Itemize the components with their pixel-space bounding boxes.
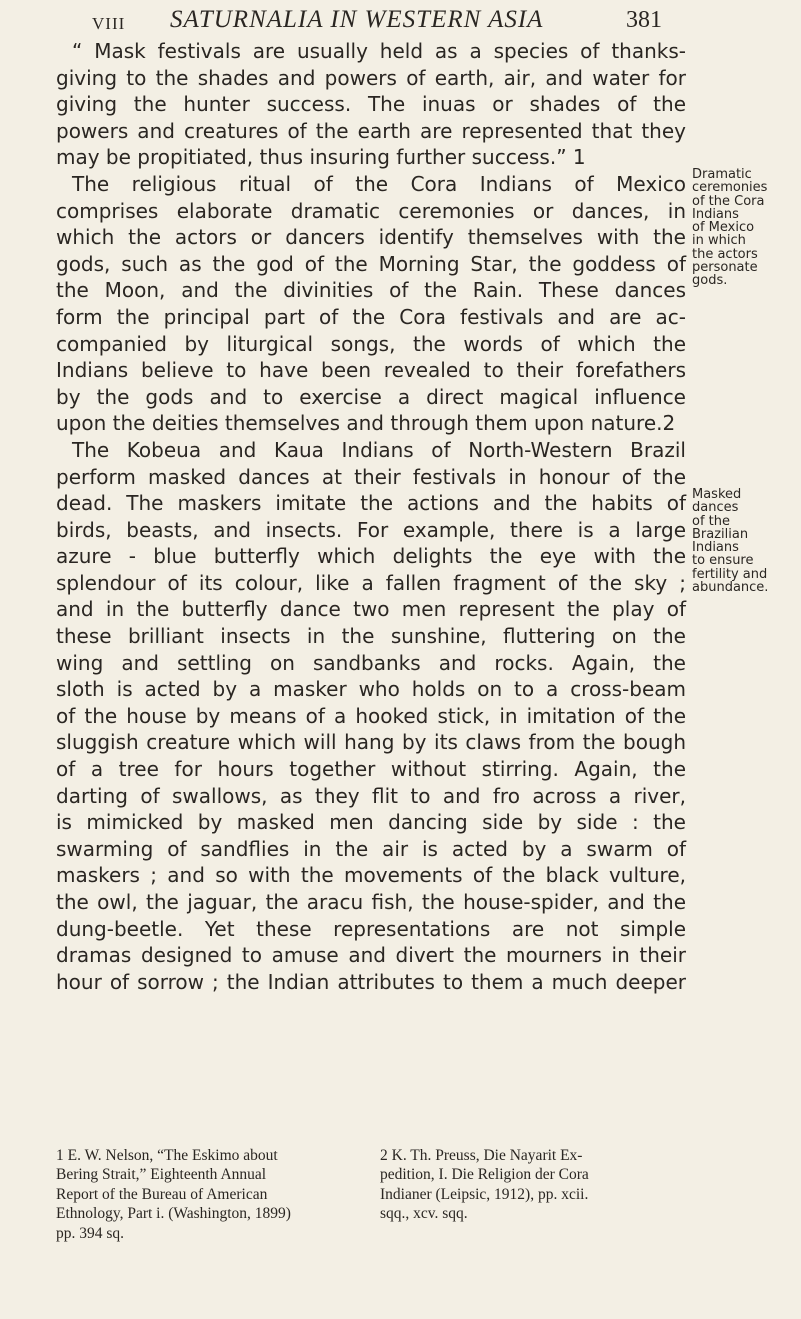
margin-note-line: of the (692, 513, 730, 529)
margin-note-line: of Mexico (692, 220, 755, 236)
body-line: of the house by means of a hooked stick, in imitation of the (56, 703, 686, 728)
margin-note-line: Indians (692, 206, 739, 222)
body-line: the owl, the jaguar, the aracu fish, the house-spider, and the (56, 890, 686, 914)
body-line: gods, such as the god of the Morning Star, the goddess of (56, 251, 686, 276)
footnote-line: Indianer (Leipsic, 1912), pp. xcii. (380, 1185, 589, 1203)
footnote-line: 2 K. Th. Preuss, Die Nayarit Ex- (380, 1147, 583, 1164)
body-line: upon the deities themselves and through them upon nature.2 (56, 411, 676, 436)
body-line: birds, beasts, and insects. For example, there is a large (56, 517, 686, 542)
body-line: Indians believe to have been revealed to their forefathers (56, 358, 686, 383)
margin-note-line: Indians (692, 540, 739, 556)
footnote-1 (56, 1146, 364, 1243)
body-line: splendour of its colour, like a fallen fragment of the sky ; (56, 570, 686, 595)
margin-note-line: Dramatic (692, 167, 752, 182)
body-line: which the actors or dancers identify themselves with the (56, 225, 686, 250)
footnote-line: pp. 394 sq. (56, 1224, 125, 1242)
body-line: azure - blue butterfly which delights the eye with the (56, 544, 686, 569)
body-line: giving to the shades and powers of earth, air, and water for (56, 65, 686, 90)
page-number: 381 (626, 7, 662, 33)
body-line: “ Mask festivals are usually held as a species of thanks- (72, 39, 686, 63)
margin-note-line: gods. (692, 273, 728, 289)
footnote-line: 1 E. W. Nelson, “The Eskimo about (56, 1147, 278, 1164)
body-line: sluggish creature which will hang by its claws from the bough (56, 730, 686, 755)
body-line: comprises elaborate dramatic ceremonies or dances, in (56, 198, 686, 223)
margin-note-line: fertility and (692, 566, 768, 582)
margin-note-line: in which (692, 233, 746, 249)
body-line: the Moon, and the divinities of the Rain. These dances (56, 278, 686, 303)
body-line: powers and creatures of the earth are represented that they (56, 118, 686, 143)
footnote-line: pedition, I. Die Religion der Cora (380, 1166, 589, 1184)
margin-note-line: to ensure (692, 553, 754, 569)
body-line: companied by liturgical songs, the words of which the (56, 331, 686, 356)
footnote-line: sqq., xcv. sqq. (380, 1205, 468, 1223)
margin-note-line: personate (692, 260, 758, 276)
body-line: is mimicked by masked men dancing side by side : the (56, 810, 686, 835)
body-line: wing and settling on sandbanks and rocks. Again, the (56, 650, 686, 675)
body-line: and in the butterfly dance two men represent the play of (56, 597, 686, 622)
margin-note-line: ceremonies (692, 180, 768, 196)
margin-note-line: abundance. (692, 580, 769, 596)
footnote-line: Bering Strait,” Eighteenth Annual (56, 1166, 267, 1184)
body-line: by the gods and to exercise a direct magical influence (56, 384, 686, 409)
margin-note-dramatic (692, 168, 767, 288)
body-line: The religious ritual of the Cora Indians of Mexico (72, 171, 686, 196)
body-line: dung-beetle. Yet these representations are not simple (56, 916, 686, 941)
body-line: darting of swallows, as they flit to and fro across a river, (56, 783, 686, 808)
footnote-2 (380, 1146, 688, 1224)
body-line: sloth is acted by a masker who holds on to a cross-beam (56, 677, 686, 702)
body-line: dramas designed to amuse and divert the mourners in their (56, 943, 686, 968)
body-line: of a tree for hours together without stirring. Again, the (56, 757, 686, 782)
margin-note-line: the actors (692, 246, 758, 262)
margin-note-line: Brazilian (692, 526, 749, 542)
footnote-line: Ethnology, Part i. (Washington, 1899) (56, 1205, 291, 1223)
margin-note-masked (692, 488, 768, 594)
margin-note-line: dances (692, 500, 739, 516)
body-line: dead. The maskers imitate the actions and the habits of (56, 491, 686, 516)
body-line: perform masked dances at their festivals in honour of the (56, 464, 686, 489)
body-line: may be propitiated, thus insuring further success.” 1 (56, 145, 586, 170)
body-line: these brilliant insects in the sunshine, fluttering on the (56, 624, 686, 649)
margin-note-line: Masked (692, 487, 742, 502)
body-line: form the principal part of the Cora festivals and are ac- (56, 304, 686, 329)
body-text (56, 38, 686, 995)
body-line: swarming of sandflies in the air is acted by a swarm of (56, 836, 686, 861)
body-line: maskers ; and so with the movements of the black vulture, (56, 863, 686, 888)
running-title: SATURNALIA IN WESTERN ASIA (170, 6, 544, 33)
body-line: hour of sorrow ; the Indian attributes to them a much deeper (56, 969, 686, 994)
footnote-line: Report of the Bureau of American (56, 1185, 268, 1203)
body-line: giving the hunter success. The inuas or shades of the (56, 92, 686, 117)
margin-note-line: of the Cora (692, 193, 765, 209)
chapter-number: VIII (92, 14, 126, 33)
running-header (0, 0, 801, 40)
body-line: The Kobeua and Kaua Indians of North-Western Brazil (72, 437, 686, 462)
